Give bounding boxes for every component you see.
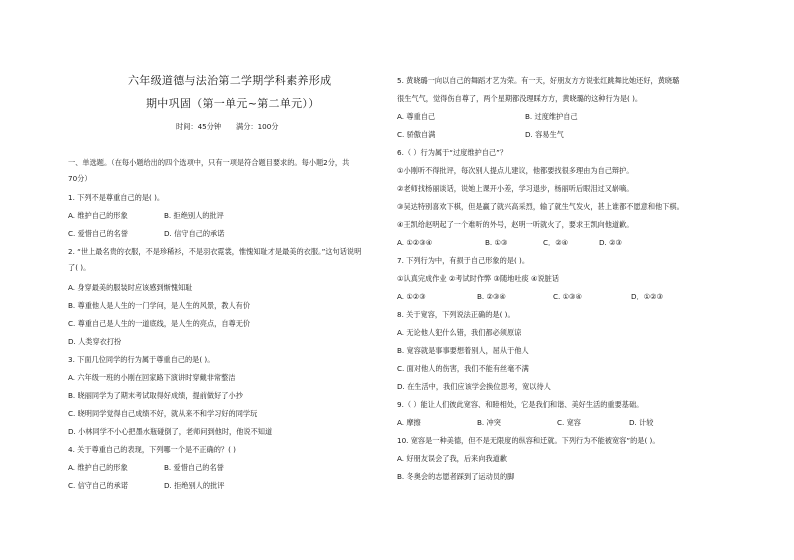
q3-option-c: C. 晓明同学觉得自己成绩不好，就从来不和学习好的同学玩 — [68, 409, 258, 418]
q3-option-a: A. 六年级一班的小刚在回家路下演讲时穿戴非常整洁 — [68, 373, 236, 382]
q6-option-d: D. ②③ — [599, 238, 622, 247]
q5-stem-cont: 很生气气，觉得伤自尊了，两个星期都没理睬方方，黄晓璐的这种行为是( )。 — [397, 94, 643, 103]
q1-option-c: C. 爱惜自己的名誉 — [68, 229, 128, 238]
q8-option-d: D. 在生活中，我们应该学会换位思考，宽以待人 — [397, 382, 551, 391]
q10-stem: 10. 宽容是一种美德，但不是无限度的纵容和迁就。下列行为不能被宽容”的是( )。 — [397, 436, 660, 445]
exam-title-line2: 期中巩固（第一单元~第二单元）） — [146, 97, 320, 110]
q2-option-c: C. 尊重自己是人生的一道底线，是人生的亮点，自尊无价 — [68, 319, 251, 328]
q9-option-d: D. 计较 — [629, 418, 654, 427]
q6-statement-2: ②老师找杨丽谈话，说她上课开小差，学习退步，杨丽听后眼泪过又崭嘀。 — [397, 184, 634, 193]
q6-option-c: C．②④ — [543, 238, 569, 247]
q7-option-a: A. ①②③ — [397, 292, 426, 301]
q2-stem: 2. “世上最名贵的衣服，不是珍稀衫，不是羽衣霓裳，惟愧知耻才是最美的衣服。”这句话说明 — [68, 247, 362, 256]
q3-stem: 3. 下面几位同学的行为属于尊重自己的是( )。 — [68, 355, 215, 364]
q4-option-b: B. 爱惜自己的名誉 — [164, 463, 224, 472]
q7-stem: 7. 下列行为中，有损于自己形象的是( )。 — [397, 256, 530, 265]
q4-option-c: C. 信守自己的承诺 — [68, 481, 128, 490]
q5-option-b: B. 过度维护自己 — [525, 112, 578, 121]
q5-stem: 5. 黄晓璐一向以自己的舞蹈才艺为荣。有一天，好朋友方方说张红跳舞比她还好，黄晓璐 — [397, 76, 680, 85]
q8-stem: 8. 关于宽容，下列说法正确的是( )。 — [397, 310, 515, 319]
exam-time: 时间：45分钟 — [176, 122, 222, 131]
q2-option-a: A. 身穿最美的服装时应该感到惭愧知耻 — [68, 283, 193, 292]
q6-statement-4: ④王凯给赵明起了一个难听的外号，赵明一听就火了，要求王凯向他道歉。 — [397, 220, 634, 229]
q8-option-b: B. 宽容就是事事要想着别人，屈从于他人 — [397, 346, 529, 355]
q6-option-a: A. ①②③④ — [397, 238, 433, 247]
q3-option-b: B. 晓丽同学为了期末考试取得好成绩，提前做好了小抄 — [68, 391, 243, 400]
q10-option-a: A. 好朋友误会了我，后来向我道歉 — [397, 454, 507, 463]
q4-option-d: D. 拒绝别人的批评 — [164, 481, 225, 490]
exam-score: 满分：100分 — [236, 122, 279, 131]
q2-stem-cont: 了( )。 — [68, 263, 91, 272]
section-heading-cont: 70分） — [68, 174, 92, 183]
q7-option-b: B. ②③④ — [477, 292, 506, 301]
q9-stem: 9.（ ）能让人们彼此宽容、和睦相处，它是我们和谐、美好生活的重要基础。 — [397, 400, 644, 409]
q7-statements: ①认真完成作业 ②考试时作弊 ③随地吐痰 ④说脏话 — [397, 274, 560, 283]
q8-option-c: C. 面对他人的伤害，我们不能有丝毫不满 — [397, 364, 529, 373]
q10-option-b: B. 冬奥会的志愿者踩到了运动员的脚 — [397, 472, 515, 481]
q3-option-d: D. 小林同学不小心把墨水瓶碰倒了，老师问到他时，他说不知道 — [68, 427, 273, 436]
q6-stem: 6.（ ）行为属于“过度维护自己”？ — [397, 148, 508, 157]
q9-option-b: B. 冲突 — [477, 418, 501, 427]
exam-title-line1: 六年级道德与法治第二学期学科素养形成 — [128, 74, 332, 87]
q9-option-c: C. 宽容 — [557, 418, 581, 427]
q2-option-d: D. 人类穿衣打扮 — [68, 337, 122, 346]
q5-option-d: D. 容易生气 — [525, 130, 564, 139]
q5-option-a: A. 尊重自己 — [397, 112, 436, 121]
q1-stem: 1. 下列不是尊重自己的是( )。 — [68, 193, 165, 202]
q2-option-b: B. 尊重他人是人生的一门学问，是人生的风景，教人有价 — [68, 301, 251, 310]
q6-statement-3: ③吴达特别喜欢下棋，但是赢了就兴高采烈，输了就生气发火，甚上谁都不愿意和他下棋。 — [397, 202, 684, 211]
q8-option-a: A. 无论他人犯什么错，我们都必须原谅 — [397, 328, 522, 337]
q4-stem: 4. 关于尊重自己的表现，下列哪一个是不正确的？( ) — [68, 445, 236, 454]
q1-option-b: B. 拒绝别人的批评 — [164, 211, 224, 220]
q6-option-b: B. ①③ — [485, 238, 508, 247]
q1-option-a: A. 维护自己的形象 — [68, 211, 128, 220]
q4-option-a: A. 维护自己的形象 — [68, 463, 128, 472]
section-heading: 一、单选题。（在每小题给出的四个选项中，只有一项是符合题目要求的。每小题2分，共 — [68, 158, 350, 167]
q9-option-a: A. 摩擦 — [397, 418, 421, 427]
q7-option-c: C. ①③④ — [553, 292, 582, 301]
q7-option-d: D．①②③ — [631, 292, 664, 301]
q6-statement-1: ①小刚听不得批评，每次别人提点儿建议，他都要找很多理由为自己辩护。 — [397, 166, 634, 175]
q1-option-d: D. 信守自己的承诺 — [164, 229, 225, 238]
q5-option-c: C. 骄傲自满 — [397, 130, 436, 139]
